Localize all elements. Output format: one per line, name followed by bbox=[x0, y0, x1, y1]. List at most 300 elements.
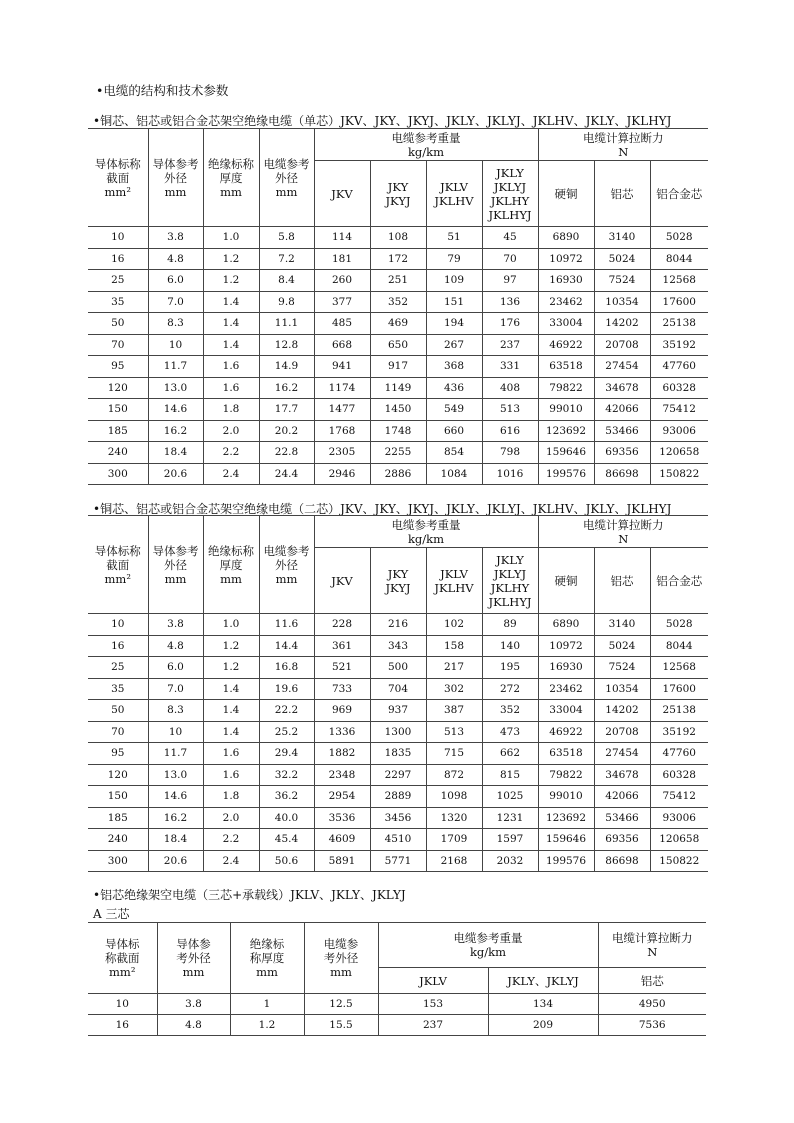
header-weight-jklv: JKLV JKLHV bbox=[426, 161, 482, 227]
table-cell: 27454 bbox=[594, 743, 650, 765]
single-core-table bbox=[88, 128, 708, 485]
table-cell: 872 bbox=[426, 764, 482, 786]
table-cell: 3.8 bbox=[157, 994, 230, 1015]
table-cell: 521 bbox=[314, 657, 370, 679]
table-row bbox=[88, 313, 708, 335]
table-cell: 159646 bbox=[538, 829, 594, 851]
table-row bbox=[88, 334, 708, 356]
table-cell: 3.8 bbox=[148, 614, 203, 636]
table-cell: 16 bbox=[88, 635, 148, 657]
table-cell: 79 bbox=[426, 248, 482, 270]
table-cell: 12568 bbox=[650, 270, 708, 292]
table-cell: 1300 bbox=[370, 721, 426, 743]
table-cell: 8044 bbox=[650, 248, 708, 270]
table-cell: 1.8 bbox=[203, 786, 259, 808]
header-weight-group: 电缆参考重量 kg/km bbox=[378, 923, 598, 968]
table-cell: 267 bbox=[426, 334, 482, 356]
table-cell: 70 bbox=[482, 248, 538, 270]
table-cell: 4.8 bbox=[157, 1015, 230, 1036]
header-weight-jkv: JKV bbox=[314, 161, 370, 227]
table-cell: 1320 bbox=[426, 807, 482, 829]
table-cell: 2305 bbox=[314, 442, 370, 464]
table-cell: 1.2 bbox=[203, 270, 259, 292]
table-cell: 10 bbox=[88, 994, 157, 1015]
table-cell: 5024 bbox=[594, 635, 650, 657]
header-weight-jklv: JKLV bbox=[378, 968, 488, 994]
table-cell: 194 bbox=[426, 313, 482, 335]
table-cell: 14202 bbox=[594, 700, 650, 722]
table-cell: 25.2 bbox=[259, 721, 314, 743]
table-cell: 136 bbox=[482, 291, 538, 313]
table-cell: 16930 bbox=[538, 270, 594, 292]
table-cell: 300 bbox=[88, 463, 148, 485]
table-cell: 70 bbox=[88, 721, 148, 743]
table-cell: 20.6 bbox=[148, 463, 203, 485]
table-cell: 1231 bbox=[482, 807, 538, 829]
table-cell: 16.2 bbox=[259, 377, 314, 399]
table-cell: 1.8 bbox=[203, 399, 259, 421]
table-cell: 513 bbox=[426, 721, 482, 743]
table-cell: 485 bbox=[314, 313, 370, 335]
table-cell: 1.6 bbox=[203, 377, 259, 399]
table-cell: 1 bbox=[230, 994, 304, 1015]
table-cell: 549 bbox=[426, 399, 482, 421]
header-cross-section: 导体标称 截面 mm² bbox=[88, 129, 148, 227]
header-tensile-aluminum: 铝芯 bbox=[594, 161, 650, 227]
table-cell: 75412 bbox=[650, 786, 708, 808]
header-weight-jkv: JKV bbox=[314, 548, 370, 614]
header-weight-jky: JKY JKYJ bbox=[370, 161, 426, 227]
table-cell: 11.7 bbox=[148, 743, 203, 765]
table-row bbox=[88, 850, 708, 872]
table-cell: 1748 bbox=[370, 420, 426, 442]
table-cell: 1.2 bbox=[203, 635, 259, 657]
table-row bbox=[88, 829, 708, 851]
table-cell: 473 bbox=[482, 721, 538, 743]
table-cell: 2946 bbox=[314, 463, 370, 485]
table-cell: 1835 bbox=[370, 743, 426, 765]
table-row bbox=[88, 635, 708, 657]
table-cell: 1.4 bbox=[203, 313, 259, 335]
table-cell: 10 bbox=[88, 614, 148, 636]
table-cell: 33004 bbox=[538, 700, 594, 722]
table-cell: 60328 bbox=[650, 764, 708, 786]
table-cell: 1.4 bbox=[203, 700, 259, 722]
table-cell: 53466 bbox=[594, 420, 650, 442]
table-cell: 17600 bbox=[650, 291, 708, 313]
table-cell: 2889 bbox=[370, 786, 426, 808]
table-cell: 34678 bbox=[594, 764, 650, 786]
table-cell: 120 bbox=[88, 377, 148, 399]
header-conductor-diameter: 导体参考 外径 mm bbox=[148, 129, 203, 227]
table-cell: 209 bbox=[488, 1015, 598, 1036]
table-cell: 53466 bbox=[594, 807, 650, 829]
table-row bbox=[88, 678, 708, 700]
table-cell: 368 bbox=[426, 356, 482, 378]
table-row bbox=[88, 764, 708, 786]
table-cell: 51 bbox=[426, 227, 482, 249]
table-cell: 10972 bbox=[538, 635, 594, 657]
table-cell: 4609 bbox=[314, 829, 370, 851]
table-row bbox=[88, 743, 708, 765]
table-cell: 1025 bbox=[482, 786, 538, 808]
two-core-body bbox=[88, 614, 708, 872]
page-heading: •电缆的结构和技术参数 bbox=[96, 83, 229, 98]
table-cell: 1.2 bbox=[230, 1015, 304, 1036]
table-cell: 134 bbox=[488, 994, 598, 1015]
table-cell: 5028 bbox=[650, 614, 708, 636]
header-weight-group: 电缆参考重量 kg/km bbox=[314, 129, 538, 161]
table-cell: 2032 bbox=[482, 850, 538, 872]
table-cell: 1.6 bbox=[203, 764, 259, 786]
table-cell: 114 bbox=[314, 227, 370, 249]
table-cell: 32.2 bbox=[259, 764, 314, 786]
table-row bbox=[88, 248, 708, 270]
table-cell: 352 bbox=[482, 700, 538, 722]
header-weight-group: 电缆参考重量 kg/km bbox=[314, 516, 538, 548]
table-cell: 12.8 bbox=[259, 334, 314, 356]
table-cell: 22.8 bbox=[259, 442, 314, 464]
table-cell: 25 bbox=[88, 270, 148, 292]
section-1-title: •铜芯、铝芯或铝合金芯架空绝缘电缆（单芯）JKV、JKY、JKYJ、JKLY、JKLYJ、JKLHV、JKLY、JKLHYJ bbox=[93, 114, 672, 128]
table-cell: 10 bbox=[148, 721, 203, 743]
table-row bbox=[88, 270, 708, 292]
table-cell: 123692 bbox=[538, 807, 594, 829]
header-weight-jkly: JKLY JKLYJ JKLHY JKLHYJ bbox=[482, 548, 538, 614]
table-cell: 20708 bbox=[594, 334, 650, 356]
table-cell: 7536 bbox=[598, 1015, 706, 1036]
table-cell: 97 bbox=[482, 270, 538, 292]
table-cell: 660 bbox=[426, 420, 482, 442]
two-core-table bbox=[88, 515, 708, 872]
table-cell: 3140 bbox=[594, 227, 650, 249]
table-cell: 6890 bbox=[538, 614, 594, 636]
table-cell: 11.6 bbox=[259, 614, 314, 636]
table-cell: 2348 bbox=[314, 764, 370, 786]
table-cell: 1477 bbox=[314, 399, 370, 421]
table-cell: 1.6 bbox=[203, 743, 259, 765]
table-cell: 79822 bbox=[538, 764, 594, 786]
table-row bbox=[88, 700, 708, 722]
table-cell: 331 bbox=[482, 356, 538, 378]
single-core-body bbox=[88, 227, 708, 485]
table-cell: 17.7 bbox=[259, 399, 314, 421]
table-cell: 99010 bbox=[538, 786, 594, 808]
header-weight-jklv: JKLV JKLHV bbox=[426, 548, 482, 614]
table-cell: 1.4 bbox=[203, 334, 259, 356]
table-cell: 102 bbox=[426, 614, 482, 636]
table-cell: 5891 bbox=[314, 850, 370, 872]
table-cell: 513 bbox=[482, 399, 538, 421]
table-cell: 237 bbox=[378, 1015, 488, 1036]
table-cell: 16930 bbox=[538, 657, 594, 679]
table-cell: 158 bbox=[426, 635, 482, 657]
table-cell: 377 bbox=[314, 291, 370, 313]
table-cell: 79822 bbox=[538, 377, 594, 399]
table-cell: 45.4 bbox=[259, 829, 314, 851]
table-cell: 5028 bbox=[650, 227, 708, 249]
table-cell: 16.8 bbox=[259, 657, 314, 679]
table-cell: 86698 bbox=[594, 850, 650, 872]
table-cell: 18.4 bbox=[148, 442, 203, 464]
table-cell: 153 bbox=[378, 994, 488, 1015]
table-cell: 25138 bbox=[650, 313, 708, 335]
table-cell: 2.2 bbox=[203, 829, 259, 851]
table-cell: 93006 bbox=[650, 807, 708, 829]
table-cell: 7.0 bbox=[148, 291, 203, 313]
table-cell: 99010 bbox=[538, 399, 594, 421]
header-weight-jkly: JKLY、JKLYJ bbox=[488, 968, 598, 994]
table-cell: 159646 bbox=[538, 442, 594, 464]
table-cell: 45 bbox=[482, 227, 538, 249]
table-row bbox=[88, 657, 708, 679]
table-cell: 352 bbox=[370, 291, 426, 313]
table-cell: 815 bbox=[482, 764, 538, 786]
table-cell: 60328 bbox=[650, 377, 708, 399]
table-cell: 260 bbox=[314, 270, 370, 292]
header-weight-jky: JKY JKYJ bbox=[370, 548, 426, 614]
table-cell: 199576 bbox=[538, 850, 594, 872]
table-cell: 2.2 bbox=[203, 442, 259, 464]
header-cable-diameter: 电缆参考 外径 mm bbox=[259, 516, 314, 614]
table-cell: 35 bbox=[88, 678, 148, 700]
header-cross-section: 导体标 称截面 mm² bbox=[88, 923, 157, 994]
table-cell: 1.2 bbox=[203, 248, 259, 270]
table-cell: 176 bbox=[482, 313, 538, 335]
table-cell: 123692 bbox=[538, 420, 594, 442]
table-cell: 2886 bbox=[370, 463, 426, 485]
header-tensile-aluminum: 铝芯 bbox=[598, 968, 706, 994]
table-cell: 662 bbox=[482, 743, 538, 765]
table-cell: 24.4 bbox=[259, 463, 314, 485]
table-row bbox=[88, 420, 708, 442]
table-cell: 500 bbox=[370, 657, 426, 679]
table-cell: 89 bbox=[482, 614, 538, 636]
table-cell: 343 bbox=[370, 635, 426, 657]
table-row bbox=[88, 786, 708, 808]
header-conductor-diameter: 导体参 考外径 mm bbox=[157, 923, 230, 994]
table-cell: 1.0 bbox=[203, 614, 259, 636]
table-cell: 1.6 bbox=[203, 356, 259, 378]
table-cell: 35 bbox=[88, 291, 148, 313]
table-cell: 3456 bbox=[370, 807, 426, 829]
three-core-body bbox=[88, 994, 706, 1036]
table-cell: 46922 bbox=[538, 721, 594, 743]
table-cell: 47760 bbox=[650, 743, 708, 765]
table-cell: 2297 bbox=[370, 764, 426, 786]
table-cell: 3140 bbox=[594, 614, 650, 636]
table-cell: 387 bbox=[426, 700, 482, 722]
table-cell: 251 bbox=[370, 270, 426, 292]
table-cell: 469 bbox=[370, 313, 426, 335]
table-cell: 95 bbox=[88, 356, 148, 378]
table-cell: 50 bbox=[88, 700, 148, 722]
table-cell: 109 bbox=[426, 270, 482, 292]
table-cell: 2168 bbox=[426, 850, 482, 872]
header-cable-diameter: 电缆参 考外径 mm bbox=[304, 923, 378, 994]
table-cell: 50 bbox=[88, 313, 148, 335]
table-cell: 1709 bbox=[426, 829, 482, 851]
table-cell: 1.4 bbox=[203, 291, 259, 313]
table-row bbox=[88, 442, 708, 464]
table-cell: 151 bbox=[426, 291, 482, 313]
table-row bbox=[88, 807, 708, 829]
table-cell: 4.8 bbox=[148, 635, 203, 657]
table-cell: 8.4 bbox=[259, 270, 314, 292]
table-cell: 2.0 bbox=[203, 420, 259, 442]
table-cell: 25 bbox=[88, 657, 148, 679]
table-cell: 1.4 bbox=[203, 678, 259, 700]
table-cell: 12568 bbox=[650, 657, 708, 679]
table-cell: 9.8 bbox=[259, 291, 314, 313]
table-cell: 917 bbox=[370, 356, 426, 378]
table-cell: 14202 bbox=[594, 313, 650, 335]
table-cell: 140 bbox=[482, 635, 538, 657]
table-cell: 1174 bbox=[314, 377, 370, 399]
table-row bbox=[88, 377, 708, 399]
table-cell: 8044 bbox=[650, 635, 708, 657]
table-cell: 63518 bbox=[538, 356, 594, 378]
table-cell: 33004 bbox=[538, 313, 594, 335]
table-cell: 798 bbox=[482, 442, 538, 464]
table-cell: 1336 bbox=[314, 721, 370, 743]
table-cell: 11.1 bbox=[259, 313, 314, 335]
table-cell: 217 bbox=[426, 657, 482, 679]
table-cell: 42066 bbox=[594, 786, 650, 808]
section-3-subtitle: A 三芯 bbox=[93, 907, 130, 921]
table-cell: 95 bbox=[88, 743, 148, 765]
table-cell: 120 bbox=[88, 764, 148, 786]
table-cell: 436 bbox=[426, 377, 482, 399]
table-cell: 23462 bbox=[538, 678, 594, 700]
table-cell: 240 bbox=[88, 829, 148, 851]
table-cell: 69356 bbox=[594, 829, 650, 851]
header-weight-jkly: JKLY JKLYJ JKLHY JKLHYJ bbox=[482, 161, 538, 227]
table-cell: 86698 bbox=[594, 463, 650, 485]
table-cell: 6.0 bbox=[148, 657, 203, 679]
header-tensile-group: 电缆计算拉断力 N bbox=[598, 923, 706, 968]
table-cell: 2.4 bbox=[203, 850, 259, 872]
table-cell: 4950 bbox=[598, 994, 706, 1015]
table-cell: 195 bbox=[482, 657, 538, 679]
header-tensile-copper: 硬铜 bbox=[538, 548, 594, 614]
table-cell: 1768 bbox=[314, 420, 370, 442]
table-cell: 172 bbox=[370, 248, 426, 270]
table-cell: 1.2 bbox=[203, 657, 259, 679]
table-cell: 10354 bbox=[594, 291, 650, 313]
table-cell: 35192 bbox=[650, 334, 708, 356]
table-cell: 120658 bbox=[650, 442, 708, 464]
table-cell: 2.0 bbox=[203, 807, 259, 829]
table-cell: 1597 bbox=[482, 829, 538, 851]
table-cell: 63518 bbox=[538, 743, 594, 765]
header-tensile-alloy: 铝合金芯 bbox=[650, 548, 708, 614]
header-tensile-aluminum: 铝芯 bbox=[594, 548, 650, 614]
table-cell: 668 bbox=[314, 334, 370, 356]
table-cell: 3536 bbox=[314, 807, 370, 829]
table-cell: 7524 bbox=[594, 657, 650, 679]
table-cell: 4510 bbox=[370, 829, 426, 851]
table-cell: 15.5 bbox=[304, 1015, 378, 1036]
table-cell: 6890 bbox=[538, 227, 594, 249]
table-cell: 185 bbox=[88, 807, 148, 829]
table-row bbox=[88, 1015, 706, 1036]
table-cell: 5.8 bbox=[259, 227, 314, 249]
table-cell: 150 bbox=[88, 786, 148, 808]
table-cell: 17600 bbox=[650, 678, 708, 700]
table-cell: 650 bbox=[370, 334, 426, 356]
table-cell: 7.0 bbox=[148, 678, 203, 700]
table-cell: 13.0 bbox=[148, 764, 203, 786]
table-cell: 7524 bbox=[594, 270, 650, 292]
table-cell: 941 bbox=[314, 356, 370, 378]
table-cell: 4.8 bbox=[148, 248, 203, 270]
section-3-title: •铝芯绝缘架空电缆（三芯+承载线）JKLV、JKLY、JKLYJ bbox=[93, 888, 406, 902]
table-cell: 2255 bbox=[370, 442, 426, 464]
table-cell: 8.3 bbox=[148, 700, 203, 722]
table-cell: 361 bbox=[314, 635, 370, 657]
table-row bbox=[88, 994, 706, 1015]
table-cell: 150822 bbox=[650, 850, 708, 872]
table-cell: 69356 bbox=[594, 442, 650, 464]
table-cell: 616 bbox=[482, 420, 538, 442]
table-row bbox=[88, 614, 708, 636]
table-cell: 23462 bbox=[538, 291, 594, 313]
table-cell: 13.0 bbox=[148, 377, 203, 399]
table-cell: 302 bbox=[426, 678, 482, 700]
table-cell: 1882 bbox=[314, 743, 370, 765]
table-cell: 733 bbox=[314, 678, 370, 700]
table-cell: 10 bbox=[148, 334, 203, 356]
table-cell: 199576 bbox=[538, 463, 594, 485]
table-cell: 1098 bbox=[426, 786, 482, 808]
table-cell: 14.6 bbox=[148, 399, 203, 421]
table-cell: 300 bbox=[88, 850, 148, 872]
header-insulation-thickness: 绝缘标称 厚度 mm bbox=[203, 129, 259, 227]
header-tensile-group: 电缆计算拉断力 N bbox=[538, 129, 708, 161]
table-cell: 969 bbox=[314, 700, 370, 722]
table-row bbox=[88, 721, 708, 743]
table-cell: 14.4 bbox=[259, 635, 314, 657]
table-cell: 7.2 bbox=[259, 248, 314, 270]
table-cell: 1.4 bbox=[203, 721, 259, 743]
header-tensile-copper: 硬铜 bbox=[538, 161, 594, 227]
table-cell: 2954 bbox=[314, 786, 370, 808]
table-cell: 10 bbox=[88, 227, 148, 249]
header-cross-section: 导体标称 截面 mm² bbox=[88, 516, 148, 614]
table-cell: 25138 bbox=[650, 700, 708, 722]
table-cell: 16 bbox=[88, 248, 148, 270]
table-cell: 854 bbox=[426, 442, 482, 464]
table-cell: 10972 bbox=[538, 248, 594, 270]
table-cell: 150822 bbox=[650, 463, 708, 485]
table-row bbox=[88, 399, 708, 421]
table-cell: 34678 bbox=[594, 377, 650, 399]
table-cell: 937 bbox=[370, 700, 426, 722]
table-row bbox=[88, 463, 708, 485]
table-cell: 272 bbox=[482, 678, 538, 700]
header-insulation-thickness: 绝缘标称 厚度 mm bbox=[203, 516, 259, 614]
three-core-table bbox=[88, 922, 706, 1036]
table-cell: 20.2 bbox=[259, 420, 314, 442]
table-cell: 16 bbox=[88, 1015, 157, 1036]
section-2-title: •铜芯、铝芯或铝合金芯架空绝缘电缆（二芯）JKV、JKY、JKYJ、JKLY、JKLYJ、JKLHV、JKLY、JKLHYJ bbox=[93, 502, 672, 516]
table-cell: 16.2 bbox=[148, 807, 203, 829]
table-cell: 20708 bbox=[594, 721, 650, 743]
table-cell: 1084 bbox=[426, 463, 482, 485]
header-cable-diameter: 电缆参考 外径 mm bbox=[259, 129, 314, 227]
table-cell: 12.5 bbox=[304, 994, 378, 1015]
